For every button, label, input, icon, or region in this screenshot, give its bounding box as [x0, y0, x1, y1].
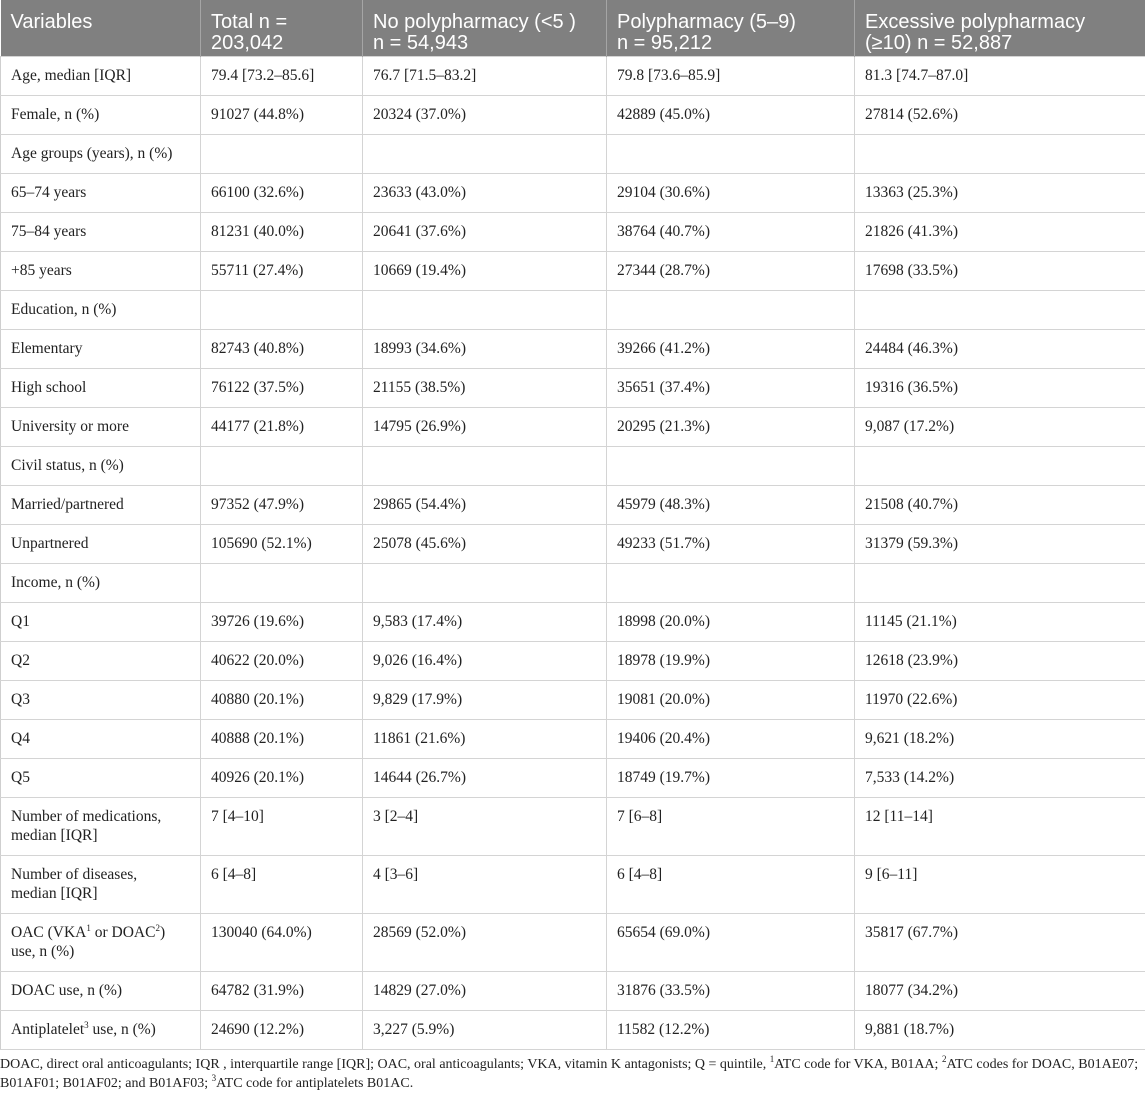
cell-variable [1, 330, 201, 369]
table-row [1, 972, 1145, 1011]
cell-polypharmacy [607, 447, 855, 486]
variable-label: Elementary [11, 340, 83, 357]
cell-excessive-polypharmacy [855, 291, 1145, 330]
header-line2: n = 95,212 [617, 32, 713, 54]
cell-no-polypharmacy: 20641 (37.6%) [363, 213, 607, 252]
variable-label [11, 923, 171, 961]
table-row [1, 213, 1145, 252]
cell-excessive-polypharmacy [855, 564, 1145, 603]
table-row [1, 135, 1145, 174]
cell-total [201, 564, 363, 603]
table-row [1, 856, 1145, 914]
cell-variable [1, 914, 201, 972]
variable-label: Q5 [11, 769, 30, 786]
variable-text: Antiplatelet [11, 1021, 85, 1038]
cell-polypharmacy: 29104 (30.6%) [607, 174, 855, 213]
cell-variable [1, 720, 201, 759]
variable-label: Q1 [11, 613, 30, 630]
table-row [1, 291, 1145, 330]
cell-total: 79.4 [73.2–85.6] [201, 57, 363, 96]
cell-variable [1, 564, 201, 603]
cell-total: 105690 (52.1%) [201, 525, 363, 564]
cell-no-polypharmacy [363, 291, 607, 330]
cell-total: 130040 (64.0%) [201, 914, 363, 972]
cell-no-polypharmacy: 10669 (19.4%) [363, 252, 607, 291]
table-body [1, 57, 1145, 1050]
variable-label: Education, n (%) [11, 301, 117, 318]
cell-polypharmacy: 42889 (45.0%) [607, 96, 855, 135]
header-line1: Polypharmacy (5–9) [617, 11, 796, 33]
table-row [1, 486, 1145, 525]
cell-no-polypharmacy: 23633 (43.0%) [363, 174, 607, 213]
cell-no-polypharmacy: 76.7 [71.5–83.2] [363, 57, 607, 96]
cell-excessive-polypharmacy: 35817 (67.7%) [855, 914, 1145, 972]
cell-no-polypharmacy: 3 [2–4] [363, 798, 607, 856]
cell-polypharmacy: 19406 (20.4%) [607, 720, 855, 759]
cell-total: 82743 (40.8%) [201, 330, 363, 369]
header-line1: Variables [10, 11, 93, 33]
cell-excessive-polypharmacy: 27814 (52.6%) [855, 96, 1145, 135]
cell-variable [1, 856, 201, 914]
cell-polypharmacy: 19081 (20.0%) [607, 681, 855, 720]
table-row [1, 174, 1145, 213]
cell-total: 6 [4–8] [201, 856, 363, 914]
variable-text: use, n (%) [88, 1021, 156, 1038]
table-row [1, 642, 1145, 681]
cell-no-polypharmacy [363, 564, 607, 603]
cell-total: 40880 (20.1%) [201, 681, 363, 720]
cell-polypharmacy: 39266 (41.2%) [607, 330, 855, 369]
cell-excessive-polypharmacy: 19316 (36.5%) [855, 369, 1145, 408]
cell-variable [1, 486, 201, 525]
cell-no-polypharmacy: 28569 (52.0%) [363, 914, 607, 972]
footnote-text: DOAC, direct oral anticoagulants; IQR , interquartile range [IQR]; OAC, oral anticoagulants; VKA, vitamin K antagonists; Q = quintile, [0, 1057, 770, 1072]
table-row [1, 408, 1145, 447]
variable-label: Income, n (%) [11, 574, 101, 591]
footnote-text: ATC codes for DOAC, B01AE07; B01AF01; B01AF02; and B01AF03; [0, 1057, 1139, 1091]
cell-total: 40926 (20.1%) [201, 759, 363, 798]
cell-polypharmacy: 35651 (37.4%) [607, 369, 855, 408]
cell-variable [1, 642, 201, 681]
cell-no-polypharmacy: 14829 (27.0%) [363, 972, 607, 1011]
cell-polypharmacy: 20295 (21.3%) [607, 408, 855, 447]
footnote-sup: 2 [941, 1054, 947, 1064]
footnote-marker: 3 [84, 1020, 89, 1030]
cell-total: 40888 (20.1%) [201, 720, 363, 759]
cell-polypharmacy: 27344 (28.7%) [607, 252, 855, 291]
variable-text: or DOAC [90, 924, 156, 941]
cell-total: 44177 (21.8%) [201, 408, 363, 447]
table-row [1, 720, 1145, 759]
cell-total: 40622 (20.0%) [201, 642, 363, 681]
table-footnote [0, 1055, 1140, 1093]
table-row [1, 798, 1145, 856]
cell-variable [1, 252, 201, 291]
variable-label: Q4 [11, 730, 30, 747]
cell-variable [1, 213, 201, 252]
table-row [1, 914, 1145, 972]
cell-polypharmacy: 18978 (19.9%) [607, 642, 855, 681]
cell-total: 91027 (44.8%) [201, 96, 363, 135]
variable-label: 75–84 years [11, 223, 87, 240]
cell-excessive-polypharmacy: 12 [11–14] [855, 798, 1145, 856]
cell-polypharmacy: 7 [6–8] [607, 798, 855, 856]
cell-no-polypharmacy: 29865 (54.4%) [363, 486, 607, 525]
cell-excessive-polypharmacy: 9 [6–11] [855, 856, 1145, 914]
variable-label: High school [11, 379, 87, 396]
table-row [1, 603, 1145, 642]
cell-excessive-polypharmacy: 7,533 (14.2%) [855, 759, 1145, 798]
variable-label: +85 years [11, 262, 72, 279]
cell-no-polypharmacy: 14795 (26.9%) [363, 408, 607, 447]
header-line1: Excessive polypharmacy [865, 11, 1086, 33]
cell-no-polypharmacy: 9,583 (17.4%) [363, 603, 607, 642]
header-line1: No polypharmacy (<5 ) [373, 11, 576, 33]
table-row [1, 525, 1145, 564]
cell-variable [1, 291, 201, 330]
variable-label: Female, n (%) [11, 106, 100, 123]
cell-polypharmacy: 45979 (48.3%) [607, 486, 855, 525]
variable-text: OAC (VKA [11, 924, 87, 941]
cell-variable [1, 681, 201, 720]
cell-no-polypharmacy [363, 447, 607, 486]
table-row [1, 564, 1145, 603]
cell-no-polypharmacy: 11861 (21.6%) [363, 720, 607, 759]
table-row [1, 1011, 1145, 1050]
variable-label: Q2 [11, 652, 30, 669]
header-no-polypharmacy [363, 0, 607, 57]
cell-variable [1, 525, 201, 564]
cell-total: 97352 (47.9%) [201, 486, 363, 525]
header-line2: (≥10) n = 52,887 [865, 32, 1013, 54]
footnote-text: ATC code for VKA, B01AA; [774, 1057, 942, 1072]
cell-variable [1, 759, 201, 798]
table-row [1, 681, 1145, 720]
table-row [1, 447, 1145, 486]
cell-excessive-polypharmacy: 17698 (33.5%) [855, 252, 1145, 291]
table-row [1, 57, 1145, 96]
cell-variable [1, 603, 201, 642]
cell-total: 24690 (12.2%) [201, 1011, 363, 1050]
variable-label [11, 1021, 156, 1038]
table-row [1, 330, 1145, 369]
variable-label: Age groups (years), n (%) [11, 145, 173, 162]
header-line2: 203,042 [211, 32, 284, 54]
cell-polypharmacy [607, 564, 855, 603]
cell-total: 55711 (27.4%) [201, 252, 363, 291]
variable-text: ) use, n (%) [11, 924, 166, 960]
cell-excessive-polypharmacy: 9,881 (18.7%) [855, 1011, 1145, 1050]
table-row [1, 759, 1145, 798]
header-polypharmacy [607, 0, 855, 57]
variable-label: DOAC use, n (%) [11, 982, 123, 999]
header-row [1, 0, 1145, 57]
header-excessive-polypharmacy [855, 0, 1145, 57]
table-row [1, 369, 1145, 408]
cell-variable [1, 447, 201, 486]
cell-no-polypharmacy [363, 135, 607, 174]
variable-label: Q3 [11, 691, 30, 708]
cell-no-polypharmacy: 9,829 (17.9%) [363, 681, 607, 720]
footnote-sup: 1 [769, 1054, 775, 1064]
variable-label: Civil status, n (%) [11, 457, 124, 474]
header-total [201, 0, 363, 57]
cell-variable [1, 96, 201, 135]
cell-excessive-polypharmacy: 12618 (23.9%) [855, 642, 1145, 681]
cell-no-polypharmacy: 25078 (45.6%) [363, 525, 607, 564]
cell-polypharmacy: 18998 (20.0%) [607, 603, 855, 642]
cell-total: 76122 (37.5%) [201, 369, 363, 408]
cell-polypharmacy: 49233 (51.7%) [607, 525, 855, 564]
cell-polypharmacy: 18749 (19.7%) [607, 759, 855, 798]
cell-polypharmacy [607, 291, 855, 330]
cell-excessive-polypharmacy: 18077 (34.2%) [855, 972, 1145, 1011]
cell-total: 7 [4–10] [201, 798, 363, 856]
footnote-sup: 3 [211, 1073, 217, 1083]
cell-total: 39726 (19.6%) [201, 603, 363, 642]
table-header [1, 0, 1145, 57]
cell-total [201, 447, 363, 486]
footnote-marker: 2 [155, 923, 160, 933]
cell-variable [1, 798, 201, 856]
cell-no-polypharmacy: 14644 (26.7%) [363, 759, 607, 798]
cell-variable [1, 135, 201, 174]
table-row [1, 96, 1145, 135]
cell-excessive-polypharmacy [855, 135, 1145, 174]
header-line2: n = 54,943 [373, 32, 469, 54]
cell-variable [1, 57, 201, 96]
cell-polypharmacy: 6 [4–8] [607, 856, 855, 914]
cell-no-polypharmacy: 20324 (37.0%) [363, 96, 607, 135]
cell-excessive-polypharmacy: 31379 (59.3%) [855, 525, 1145, 564]
cell-variable [1, 369, 201, 408]
cell-no-polypharmacy: 21155 (38.5%) [363, 369, 607, 408]
variable-label: Married/partnered [11, 496, 124, 513]
cell-excessive-polypharmacy: 11970 (22.6%) [855, 681, 1145, 720]
cell-excessive-polypharmacy [855, 447, 1145, 486]
header-line1: Total n = [211, 11, 288, 33]
cell-variable [1, 972, 201, 1011]
cell-no-polypharmacy: 18993 (34.6%) [363, 330, 607, 369]
variable-label: Age, median [IQR] [11, 67, 132, 84]
table-row [1, 252, 1145, 291]
cell-variable [1, 1011, 201, 1050]
cell-polypharmacy: 11582 (12.2%) [607, 1011, 855, 1050]
cell-excessive-polypharmacy: 13363 (25.3%) [855, 174, 1145, 213]
cell-variable [1, 174, 201, 213]
cell-excessive-polypharmacy: 11145 (21.1%) [855, 603, 1145, 642]
variable-label: Unpartnered [11, 535, 89, 552]
cell-excessive-polypharmacy: 81.3 [74.7–87.0] [855, 57, 1145, 96]
variable-label: University or more [11, 418, 129, 435]
cell-polypharmacy [607, 135, 855, 174]
cell-total [201, 291, 363, 330]
header-variables [1, 0, 201, 57]
cell-polypharmacy: 31876 (33.5%) [607, 972, 855, 1011]
cell-total: 64782 (31.9%) [201, 972, 363, 1011]
cell-no-polypharmacy: 4 [3–6] [363, 856, 607, 914]
cell-total: 81231 (40.0%) [201, 213, 363, 252]
cell-total: 66100 (32.6%) [201, 174, 363, 213]
cell-excessive-polypharmacy: 24484 (46.3%) [855, 330, 1145, 369]
cell-excessive-polypharmacy: 21508 (40.7%) [855, 486, 1145, 525]
cell-excessive-polypharmacy: 9,621 (18.2%) [855, 720, 1145, 759]
cell-polypharmacy: 38764 (40.7%) [607, 213, 855, 252]
variable-label: Number of medications, median [IQR] [11, 808, 162, 844]
cell-no-polypharmacy: 3,227 (5.9%) [363, 1011, 607, 1050]
cell-polypharmacy: 65654 (69.0%) [607, 914, 855, 972]
cell-variable [1, 408, 201, 447]
footnote-marker: 1 [86, 923, 91, 933]
cell-total [201, 135, 363, 174]
footnote-text: ATC code for antiplatelets B01AC. [216, 1076, 414, 1091]
cell-polypharmacy: 79.8 [73.6–85.9] [607, 57, 855, 96]
cell-excessive-polypharmacy: 21826 (41.3%) [855, 213, 1145, 252]
variable-label: Number of diseases, median [IQR] [11, 866, 138, 902]
cell-no-polypharmacy: 9,026 (16.4%) [363, 642, 607, 681]
variable-label: 65–74 years [11, 184, 87, 201]
cell-excessive-polypharmacy: 9,087 (17.2%) [855, 408, 1145, 447]
